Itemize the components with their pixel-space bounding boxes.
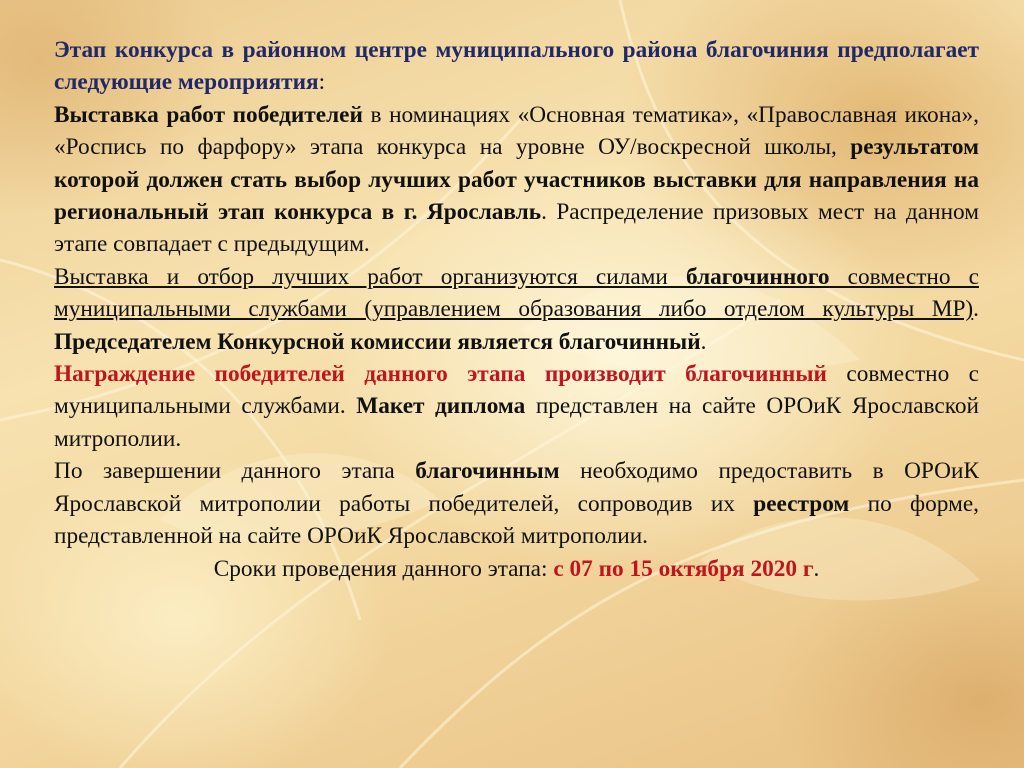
diploma-template: Макет диплома <box>356 393 526 420</box>
exhibition-result: результатом которой должен стать выбор лучших работ участников выставки для направления на региональный этап конкурса в г. Ярославль <box>54 134 979 226</box>
paragraph-intro <box>54 34 979 99</box>
completion-dean: благочинным <box>415 458 560 485</box>
paragraph-awarding <box>54 358 979 455</box>
organization-dean: благочинного <box>686 263 830 290</box>
exhibition-title: Выставка работ победителей <box>54 101 363 128</box>
paragraph-organization <box>54 261 979 358</box>
paragraph-dates <box>54 553 979 585</box>
paragraph-exhibition <box>54 99 979 261</box>
awarding-services: совместно с муниципальными службами. <box>54 361 979 420</box>
completion-form: по форме, представленной на сайте ОРОиК Ярославской митрополии. <box>54 490 979 550</box>
organization-period: . <box>973 296 979 323</box>
completion-works: необходимо предоставить в ОРОиК Ярославской митрополии работы победителей, сопроводив их <box>54 458 979 517</box>
slide-text <box>54 34 979 585</box>
organization-services: совместно с муниципальными службами (управлением образования либо отделом культуры МР) <box>54 263 979 323</box>
exhibition-places: . Распределение призовых мест на данном этапе совпадает с предыдущим. <box>54 199 979 258</box>
intro-heading: Этап конкурса в районном центре муниципального района благочиния предполагает следующие мероприятия <box>54 37 979 96</box>
diploma-location: представлен на сайте ОРОиК Ярославской митрополии. <box>54 393 980 452</box>
commission-chair: Председателем Конкурсной комиссии является благочинный <box>54 328 701 355</box>
dates-value: с 07 по 15 октября 2020 г <box>553 555 814 582</box>
completion-text: По завершении данного этапа <box>54 458 416 485</box>
exhibition-nominations: в номинациях «Основная тематика», «Православная икона», «Роспись по фарфору» этапа конкурса на уровне ОУ/воскресной школы, <box>54 101 979 161</box>
dates-period: . <box>813 555 820 582</box>
awarding-title: Награждение победителей данного этапа производит благочинный <box>54 361 827 388</box>
dates-label: Сроки проведения данного этапа: <box>213 555 554 582</box>
intro-colon: : <box>318 69 326 96</box>
organization-text: Выставка и отбор лучших работ организуются силами <box>54 263 686 290</box>
completion-registry: реестром <box>753 490 850 517</box>
paragraph-completion <box>54 455 979 552</box>
commission-period: . <box>700 328 707 355</box>
